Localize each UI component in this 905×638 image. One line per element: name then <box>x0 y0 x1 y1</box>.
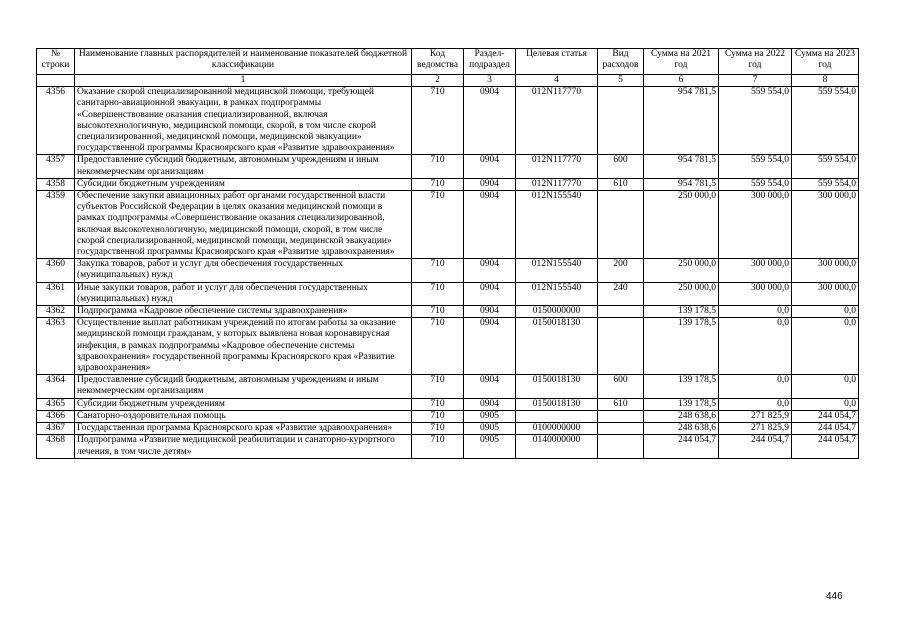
row-number: 4368 <box>37 435 75 458</box>
row-sum-2021: 139 178,5 <box>644 398 719 410</box>
table-row <box>37 423 859 435</box>
row-code: 710 <box>412 306 464 318</box>
row-sum-2022: 300 000,0 <box>719 282 792 305</box>
column-number: 3 <box>464 75 516 87</box>
row-name: Санаторно-оздоровительная помощь <box>75 410 412 422</box>
row-name: Подпрограмма «Кадровое обеспечение системы здравоохранения» <box>75 306 412 318</box>
row-target: 0150000000 <box>516 306 598 318</box>
row-number: 4362 <box>37 306 75 318</box>
row-sum-2022: 559 554,0 <box>719 87 792 155</box>
row-sum-2023: 0,0 <box>792 375 859 398</box>
row-target <box>516 410 598 422</box>
row-code: 710 <box>412 191 464 259</box>
row-sum-2021: 244 054,7 <box>644 435 719 458</box>
row-sum-2022: 300 000,0 <box>719 259 792 282</box>
column-number: 8 <box>792 75 859 87</box>
row-number: 4356 <box>37 87 75 155</box>
row-number: 4357 <box>37 155 75 178</box>
row-number: 4366 <box>37 410 75 422</box>
row-expense-type <box>598 87 644 155</box>
row-target: 0100000000 <box>516 423 598 435</box>
row-name: Государственная программа Красноярского края «Развитие здравоохранения» <box>75 423 412 435</box>
row-section: 0904 <box>464 306 516 318</box>
row-sum-2022: 559 554,0 <box>719 178 792 190</box>
table-body <box>37 87 859 459</box>
row-expense-type: 240 <box>598 282 644 305</box>
row-sum-2021: 139 178,5 <box>644 318 719 375</box>
row-name: Осуществление выплат работникам учреждений по итогам работы за оказание медицинской помощи гражданам, у которых выявлена новая коронавирусная инфекция, в рамках подпрограммы «Кадровое обеспечение системы здравоохранения» государственной программы Красноярского края «Развитие здравоохранения» <box>75 318 412 375</box>
row-expense-type <box>598 191 644 259</box>
row-sum-2021: 248 638,6 <box>644 410 719 422</box>
row-sum-2023: 0,0 <box>792 398 859 410</box>
row-name: Подпрограмма «Развитие медицинской реабилитации и санаторно-курортного лечения, в том числе детям» <box>75 435 412 458</box>
row-sum-2022: 559 554,0 <box>719 155 792 178</box>
row-code: 710 <box>412 87 464 155</box>
row-sum-2021: 954 781,5 <box>644 87 719 155</box>
column-number: 5 <box>598 75 644 87</box>
row-name: Иные закупки товаров, работ и услуг для обеспечения государственных (муниципальных) нужд <box>75 282 412 305</box>
row-sum-2023: 300 000,0 <box>792 259 859 282</box>
row-code: 710 <box>412 259 464 282</box>
header-target: Целевая статья <box>516 49 598 75</box>
row-sum-2023: 244 054,7 <box>792 435 859 458</box>
row-section: 0904 <box>464 282 516 305</box>
row-target: 012N155540 <box>516 259 598 282</box>
row-number: 4361 <box>37 282 75 305</box>
row-sum-2022: 0,0 <box>719 318 792 375</box>
table-row <box>37 87 859 155</box>
row-number: 4363 <box>37 318 75 375</box>
column-number: 7 <box>719 75 792 87</box>
header-type: Вид расходов <box>598 49 644 75</box>
row-sum-2022: 0,0 <box>719 398 792 410</box>
row-expense-type <box>598 410 644 422</box>
table-row <box>37 410 859 422</box>
row-target: 012N155540 <box>516 282 598 305</box>
row-name: Обеспечение закупки авиационных работ органами государственной власти субъектов Российской Федерации в целях оказания медицинской помощи в рамках подпрограммы «Совершенствование оказания специализированной, включая высокотехнологичную, медицинской помощи, скорой, в том числе скорой специализированной, медицинской помощи, медицинской эвакуации» государственной программы Красноярского края «Развитие здравоохранения» <box>75 191 412 259</box>
table-row <box>37 178 859 190</box>
row-section: 0904 <box>464 191 516 259</box>
row-code: 710 <box>412 410 464 422</box>
row-code: 710 <box>412 398 464 410</box>
row-sum-2021: 139 178,5 <box>644 375 719 398</box>
row-sum-2022: 271 825,9 <box>719 423 792 435</box>
row-sum-2023: 559 554,0 <box>792 87 859 155</box>
row-section: 0904 <box>464 155 516 178</box>
row-number: 4360 <box>37 259 75 282</box>
row-sum-2021: 248 638,6 <box>644 423 719 435</box>
row-sum-2021: 954 781,5 <box>644 155 719 178</box>
row-number: 4364 <box>37 375 75 398</box>
table-row <box>37 191 859 259</box>
table-row <box>37 435 859 458</box>
row-section: 0904 <box>464 375 516 398</box>
row-expense-type <box>598 423 644 435</box>
row-sum-2021: 954 781,5 <box>644 178 719 190</box>
row-name: Предоставление субсидий бюджетным, автономным учреждениям и иным некоммерческим организациям <box>75 155 412 178</box>
table-row <box>37 375 859 398</box>
row-expense-type <box>598 435 644 458</box>
row-sum-2021: 250 000,0 <box>644 259 719 282</box>
row-section: 0904 <box>464 87 516 155</box>
row-sum-2021: 250 000,0 <box>644 282 719 305</box>
column-number: 1 <box>75 75 412 87</box>
row-number: 4365 <box>37 398 75 410</box>
header-name: Наименование главных распорядителей и наименование показателей бюджетной классификации <box>75 49 412 75</box>
row-section: 0905 <box>464 410 516 422</box>
row-expense-type <box>598 318 644 375</box>
table-row <box>37 306 859 318</box>
row-code: 710 <box>412 423 464 435</box>
budget-table <box>36 48 859 459</box>
row-section: 0904 <box>464 259 516 282</box>
row-name: Предоставление субсидий бюджетным, автономным учреждениям и иным некоммерческим организациям <box>75 375 412 398</box>
row-number: 4359 <box>37 191 75 259</box>
row-target: 0150018130 <box>516 318 598 375</box>
row-code: 710 <box>412 178 464 190</box>
row-name: Субсидии бюджетным учреждениям <box>75 398 412 410</box>
row-code: 710 <box>412 155 464 178</box>
row-code: 710 <box>412 282 464 305</box>
row-expense-type <box>598 306 644 318</box>
row-sum-2022: 0,0 <box>719 375 792 398</box>
header-sum-2021: Сумма на 2021 год <box>644 49 719 75</box>
row-expense-type: 600 <box>598 155 644 178</box>
row-target: 0150018130 <box>516 398 598 410</box>
row-expense-type: 610 <box>598 398 644 410</box>
row-name: Субсидии бюджетным учреждениям <box>75 178 412 190</box>
row-number: 4358 <box>37 178 75 190</box>
row-section: 0904 <box>464 318 516 375</box>
row-sum-2022: 300 000,0 <box>719 191 792 259</box>
row-sum-2023: 244 054,7 <box>792 410 859 422</box>
row-section: 0905 <box>464 435 516 458</box>
table-row <box>37 282 859 305</box>
row-sum-2023: 559 554,0 <box>792 178 859 190</box>
row-target: 012N155540 <box>516 191 598 259</box>
table-row <box>37 259 859 282</box>
row-sum-2023: 0,0 <box>792 306 859 318</box>
row-code: 710 <box>412 435 464 458</box>
column-number: 6 <box>644 75 719 87</box>
row-expense-type: 200 <box>598 259 644 282</box>
header-sum-2023: Сумма на 2023 год <box>792 49 859 75</box>
column-number-blank <box>37 75 75 87</box>
row-target: 0140000000 <box>516 435 598 458</box>
header-section: Раздел-подраздел <box>464 49 516 75</box>
row-sum-2023: 300 000,0 <box>792 191 859 259</box>
table-row <box>37 398 859 410</box>
row-name: Закупка товаров, работ и услуг для обеспечения государственных (муниципальных) нужд <box>75 259 412 282</box>
table-row <box>37 318 859 375</box>
column-numbers-row <box>37 75 859 87</box>
row-sum-2023: 0,0 <box>792 318 859 375</box>
row-section: 0904 <box>464 178 516 190</box>
row-code: 710 <box>412 318 464 375</box>
page-number: 446 <box>826 591 843 602</box>
column-number: 2 <box>412 75 464 87</box>
row-expense-type: 600 <box>598 375 644 398</box>
row-code: 710 <box>412 375 464 398</box>
row-number: 4367 <box>37 423 75 435</box>
row-sum-2021: 250 000,0 <box>644 191 719 259</box>
row-section: 0904 <box>464 398 516 410</box>
row-sum-2023: 300 000,0 <box>792 282 859 305</box>
header-code: Код ведомства <box>412 49 464 75</box>
row-section: 0905 <box>464 423 516 435</box>
row-target: 0150018130 <box>516 375 598 398</box>
row-sum-2023: 244 054,7 <box>792 423 859 435</box>
row-name: Оказание скорой специализированной медицинской помощи, требующей санитарно-авиационной эвакуации, в рамках подпрограммы «Совершенствование оказания специализированной, включая высокотехнологичную, медицинской помощи, скорой, в том числе скорой специализированной, медицинской помощи, медицинской эвакуации» государственной программы Красноярского края «Развитие здравоохранения» <box>75 87 412 155</box>
row-sum-2022: 0,0 <box>719 306 792 318</box>
row-expense-type: 610 <box>598 178 644 190</box>
row-target: 012N117770 <box>516 178 598 190</box>
row-target: 012N117770 <box>516 87 598 155</box>
row-sum-2022: 271 825,9 <box>719 410 792 422</box>
table-row <box>37 155 859 178</box>
header-row <box>37 49 859 75</box>
row-target: 012N117770 <box>516 155 598 178</box>
row-sum-2022: 244 054,7 <box>719 435 792 458</box>
row-sum-2023: 559 554,0 <box>792 155 859 178</box>
row-sum-2021: 139 178,5 <box>644 306 719 318</box>
header-num: № строки <box>37 49 75 75</box>
header-sum-2022: Сумма на 2022 год <box>719 49 792 75</box>
column-number: 4 <box>516 75 598 87</box>
